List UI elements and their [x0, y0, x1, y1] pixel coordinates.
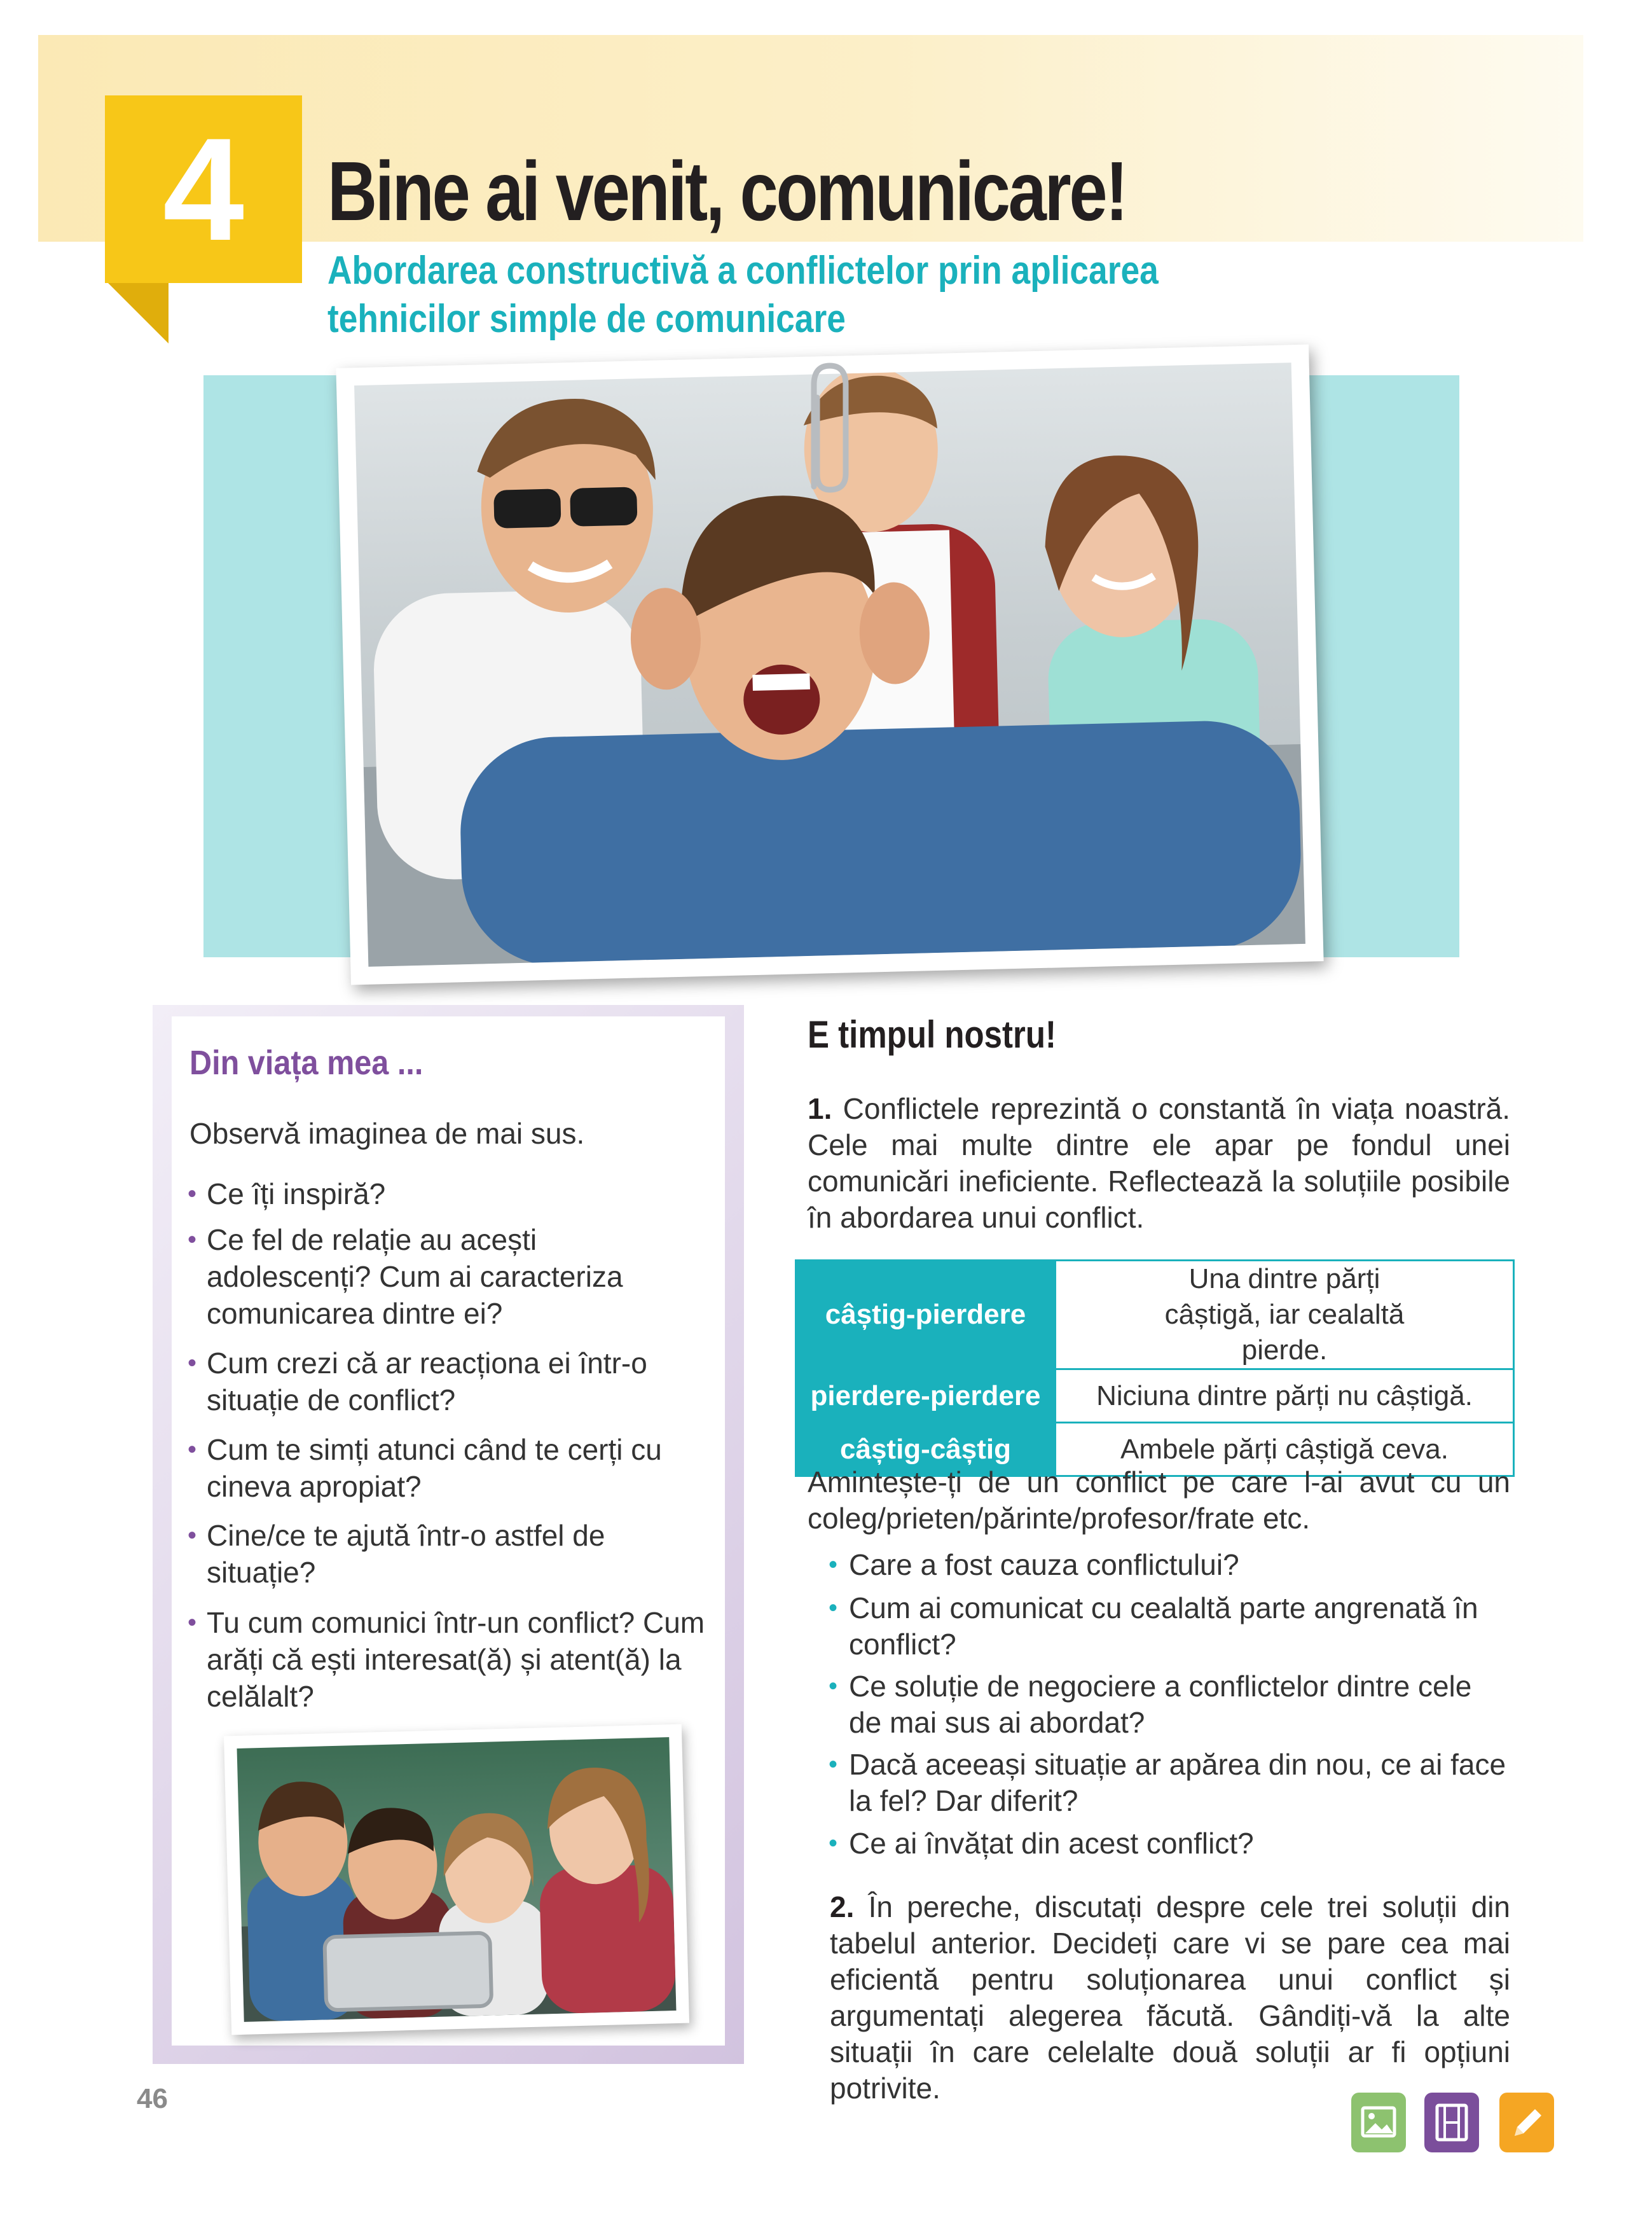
- paperclip-icon: [795, 359, 852, 499]
- table-label: câștig-pierdere: [796, 1261, 1056, 1369]
- film-icon[interactable]: [1424, 2093, 1479, 2152]
- life-question: • Cine/ce te ajută într-o astfel de situație?: [207, 1517, 709, 1591]
- bullet-icon: •: [188, 1349, 197, 1377]
- life-box-title: Din viața mea ...: [189, 1044, 423, 1082]
- group-selfie-illustration: [237, 1737, 676, 2022]
- reflection-question: • Dacă aceeași situație ar apărea din nou, ce ai face la fel? Dar diferit?: [829, 1748, 1506, 1817]
- table-label: câștig-câștig: [796, 1423, 1056, 1476]
- table-desc: Niciuna dintre părți nu câștigă.: [1056, 1369, 1514, 1423]
- lesson-title: Bine ai venit, comunicare!: [327, 144, 1127, 238]
- small-photo-frame: [224, 1724, 689, 2035]
- image-icon-glyph: [1351, 2093, 1406, 2152]
- exercise-1-text: Conflictele reprezintă o constantă în viața noastră. Cele mai multe dintre ele apar pe fondul unei comunicări ineficiente. Reflectează la soluțiile posibile în abordarea unui conflict.: [808, 1092, 1510, 1234]
- reflection-question: • Ce ai învățat din acest conflict?: [849, 1825, 1507, 1862]
- table-label: pierdere-pierdere: [796, 1369, 1056, 1423]
- table-desc: Una dintre părți câștigă, iar cealaltă pierde.: [1056, 1261, 1514, 1369]
- bullet-icon: •: [829, 1594, 838, 1622]
- exercise-2: [830, 1889, 1510, 2107]
- bullet-icon: •: [188, 1226, 197, 1254]
- lesson-tab-fold: [105, 280, 169, 343]
- exercise-1-number: 1.: [808, 1092, 832, 1125]
- life-question: • Cum te simți atunci când te cerți cu cineva apropiat?: [207, 1431, 709, 1505]
- lesson-number: 4: [163, 107, 244, 271]
- page-number: 46: [137, 2083, 168, 2114]
- pencil-icon-glyph: [1499, 2093, 1554, 2152]
- bullet-icon: •: [829, 1829, 838, 1857]
- life-question: • Tu cum comunici într-un conflict? Cum arăți că ești interesat(ă) și atent(ă) la celălalt?: [207, 1604, 709, 1715]
- reflection-question: • Ce soluție de negociere a conflictelor dintre cele de mai sus ai abordat?: [829, 1670, 1472, 1739]
- exercise-2-text: În pereche, discutați despre cele trei soluții din tabelul anterior. Decideți care vi se pare cea mai eficientă pentru soluționarea unui conflict și argumentați alegerea făcută. Gândiți-vă la alte situații în care celelalte două soluții ar fi opțiuni potrivite.: [830, 1890, 1510, 2105]
- small-photo: [237, 1737, 676, 2022]
- life-question: • Ce fel de relație au acești adolescenți? Cum ai caracteriza comunicarea dintre ei?: [207, 1221, 709, 1332]
- reflection-question: • Cum ai comunicat cu cealaltă parte angrenată în conflict?: [829, 1591, 1478, 1661]
- bullet-icon: •: [829, 1551, 838, 1579]
- bullet-icon: •: [188, 1609, 197, 1637]
- bullet-icon: •: [188, 1180, 197, 1208]
- life-question: • Ce îți inspiră?: [207, 1175, 709, 1212]
- image-icon[interactable]: [1351, 2093, 1406, 2152]
- film-icon-glyph: [1424, 2093, 1479, 2152]
- bullet-icon: •: [829, 1672, 838, 1700]
- life-question: • Cum crezi că ar reacționa ei într-o situație de conflict?: [207, 1345, 709, 1418]
- pencil-icon[interactable]: [1499, 2093, 1554, 2152]
- bullet-icon: •: [188, 1436, 197, 1464]
- bullet-icon: •: [188, 1521, 197, 1549]
- section-title: E timpul nostru!: [808, 1013, 1056, 1056]
- remember-text: Amintește-ți de un conflict pe care l-ai avut cu un coleg/prieten/părinte/profesor/frate etc.: [808, 1465, 1510, 1535]
- reflection-question: • Care a fost cauza conflictului?: [849, 1547, 1507, 1583]
- conflict-solutions-table: [795, 1259, 1515, 1477]
- exercise-1: [808, 1091, 1510, 1236]
- lesson-subtitle: Abordarea constructivă a conflictelor prin aplicarea tehnicilor simple de comunicare: [327, 249, 1159, 341]
- table-row: [796, 1261, 1514, 1369]
- exercise-2-number: 2.: [830, 1890, 855, 1923]
- life-box-intro: Observă imaginea de mai sus.: [189, 1117, 585, 1150]
- table-desc: Ambele părți câștigă ceva.: [1056, 1423, 1514, 1476]
- table-row: [796, 1369, 1514, 1423]
- bullet-icon: •: [829, 1750, 838, 1778]
